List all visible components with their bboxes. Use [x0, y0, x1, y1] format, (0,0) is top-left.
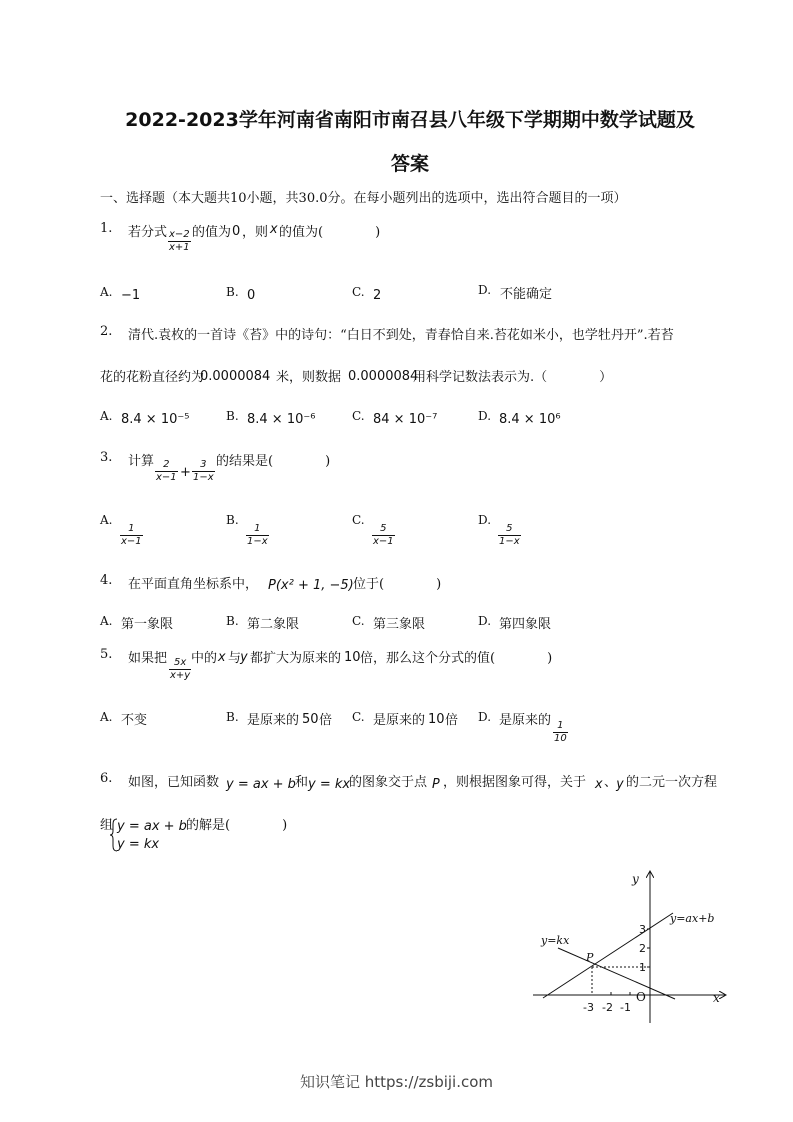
denominator: 10	[554, 733, 567, 744]
option-text: 是原来的	[499, 713, 552, 728]
question-text: 如图，已知函数	[128, 775, 220, 790]
function-graph	[530, 866, 730, 1031]
question-number: 4.	[100, 573, 113, 588]
x-tick-label: -3	[583, 1001, 594, 1014]
question-text: 位于( )	[353, 577, 442, 592]
option-text: 是原来的	[373, 713, 426, 728]
math-var: y	[616, 777, 624, 792]
fraction	[169, 657, 191, 682]
option-label: A.	[100, 285, 113, 299]
fraction	[192, 459, 215, 484]
denominator: x+y	[170, 670, 191, 681]
question-number: 5.	[100, 647, 113, 662]
question-number: 6.	[100, 771, 113, 786]
question-text: 花的花粉直径约为	[100, 370, 205, 385]
option-value: 8.4 × 10⁻⁶	[247, 412, 316, 427]
option-value: 8.4 × 10⁻⁵	[121, 412, 190, 427]
origin-label: O	[636, 990, 646, 1004]
math-value: 0	[232, 224, 241, 239]
option-label: D.	[478, 614, 492, 628]
math-value: 50	[302, 712, 319, 727]
question-text: ，则根据图象可得，关于	[443, 775, 587, 790]
option-value: 84 × 10⁻⁷	[373, 412, 438, 427]
numerator: 1	[246, 523, 269, 536]
numerator: 2	[155, 459, 178, 472]
option-label: C.	[352, 614, 365, 628]
question-text: 与	[228, 651, 242, 666]
option-value: 8.4 × 10⁶	[499, 412, 561, 427]
question-text: ，则	[242, 225, 269, 240]
option-value: 不变	[121, 713, 148, 728]
option-value: 2	[373, 288, 382, 303]
question-text: 中的	[191, 651, 218, 666]
line-kx-label: y=kx	[541, 934, 570, 947]
option-label: A.	[100, 409, 113, 423]
y-tick-label: 3	[639, 923, 646, 936]
option-label: B.	[226, 614, 239, 628]
option-fraction	[498, 523, 521, 548]
math-value: 10	[344, 650, 361, 665]
math-var: P	[432, 777, 440, 792]
denominator: 1−x	[193, 472, 214, 483]
question-text: 若分式	[128, 225, 168, 240]
question-number: 1.	[100, 221, 113, 236]
question-text: 在平面直角坐标系中，	[128, 577, 259, 592]
option-label: C.	[352, 710, 365, 724]
denominator: x−1	[121, 536, 142, 547]
option-value: 第三象限	[373, 617, 426, 632]
option-label: A.	[100, 710, 113, 724]
math-equation: y = kx	[308, 777, 351, 792]
question-text: 米，则数据	[276, 370, 342, 385]
option-fraction	[372, 523, 395, 548]
option-label: D.	[478, 710, 492, 724]
option-value: 第四象限	[499, 617, 552, 632]
option-label: B.	[226, 513, 239, 527]
question-text: 的值为	[192, 225, 232, 240]
denominator: x−1	[156, 472, 177, 483]
option-label: A.	[100, 614, 113, 628]
option-fraction	[246, 523, 269, 548]
numerator: 5x	[169, 657, 191, 670]
question-text: 倍，那么这个分式的值( )	[360, 651, 553, 666]
numerator: 5	[372, 523, 395, 536]
option-label: B.	[226, 285, 239, 299]
denominator: 1−x	[499, 536, 520, 547]
x-tick-label: -1	[620, 1001, 631, 1014]
math-value: 0.0000084	[200, 369, 271, 384]
option-value: 第二象限	[247, 617, 300, 632]
y-axis-label: y	[632, 872, 639, 886]
line-ax-plus-b	[543, 913, 673, 998]
question-text: 的值为( )	[279, 225, 381, 240]
question-text: 用科学记数法表示为.（ ）	[413, 370, 613, 385]
question-text: 都扩大为原来的	[250, 651, 342, 666]
system-eq-2: y = kx	[117, 837, 160, 852]
question-text: 的图象交于点	[349, 775, 428, 790]
option-label: D.	[478, 409, 492, 423]
option-value: −1	[121, 288, 141, 303]
fraction	[168, 229, 191, 254]
page-title-line2: 答案	[390, 153, 429, 175]
numerator: 1	[120, 523, 143, 536]
line-ax-plus-b-label: y=ax+b	[670, 912, 715, 925]
option-fraction	[120, 523, 143, 548]
option-label: D.	[478, 513, 492, 527]
option-value: 0	[247, 288, 256, 303]
option-label: D.	[478, 283, 492, 297]
question-text: 如果把	[128, 651, 168, 666]
math-var: x	[595, 777, 603, 792]
question-text: 清代.袁枚的一首诗《苔》中的诗句：“白日不到处，青春恰自来.苔花如米小，也学牡丹开”.若苔	[128, 328, 674, 343]
math-var: x	[218, 650, 226, 665]
question-text: 的结果是( )	[216, 454, 331, 469]
numerator: 5	[498, 523, 521, 536]
system-eq-1: y = ax + b	[117, 819, 187, 834]
footer-watermark: 知识笔记 https://zsbiji.com	[299, 1073, 494, 1091]
option-label: C.	[352, 285, 365, 299]
question-text: 的解是( )	[186, 818, 288, 833]
numerator: 3	[192, 459, 215, 472]
math-equation: y = ax + b	[226, 777, 296, 792]
denominator: x−1	[373, 536, 394, 547]
page-title: 2022-2023学年河南省南阳市南召县八年级下学期期中数学试题及	[125, 109, 695, 131]
option-label: B.	[226, 710, 239, 724]
option-text: 是原来的	[247, 713, 300, 728]
x-axis-label: x	[713, 991, 720, 1005]
question-number: 3.	[100, 450, 113, 465]
option-label: A.	[100, 513, 113, 527]
question-text: 的二元一次方程	[626, 775, 718, 790]
point-p-label: P	[586, 951, 594, 964]
option-label: C.	[352, 513, 365, 527]
math-operator: +	[180, 465, 191, 480]
denominator: x+1	[169, 242, 190, 253]
section-heading: 一、选择题（本大题共10小题，共30.0分。在每小题列出的选项中，选出符合题目的一项）	[100, 191, 627, 206]
math-var: x	[270, 222, 278, 237]
option-value: 不能确定	[500, 287, 553, 302]
fraction	[155, 459, 178, 484]
math-var: y	[240, 650, 248, 665]
option-fraction	[553, 720, 568, 745]
math-value: 10	[428, 712, 445, 727]
option-value: 第一象限	[121, 617, 174, 632]
numerator: x−2	[169, 229, 190, 240]
denominator: 1−x	[247, 536, 268, 547]
math-value: 0.0000084	[348, 369, 419, 384]
x-tick-label: -2	[602, 1001, 613, 1014]
option-text: 倍	[445, 713, 459, 728]
question-text: 组	[100, 818, 114, 833]
option-label: C.	[352, 409, 365, 423]
y-tick-label: 1	[639, 961, 646, 974]
option-label: B.	[226, 409, 239, 423]
numerator: 1	[553, 720, 568, 733]
question-text: 和	[295, 775, 309, 790]
question-number: 2.	[100, 324, 113, 339]
line-kx	[558, 948, 675, 999]
option-text: 倍	[319, 713, 333, 728]
y-tick-label: 2	[639, 942, 646, 955]
question-text: 、	[604, 775, 618, 790]
math-point: P(x² + 1, −5)	[268, 578, 354, 593]
question-text: 计算	[128, 454, 155, 469]
